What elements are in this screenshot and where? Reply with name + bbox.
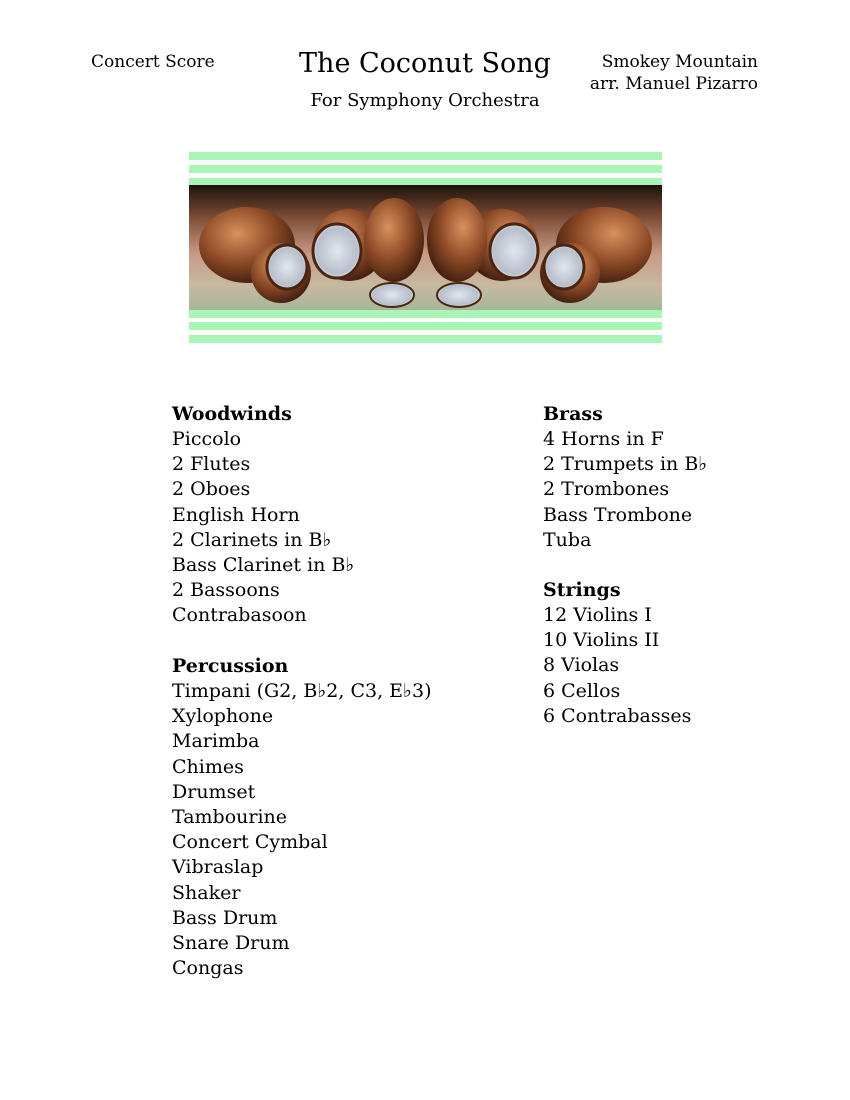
score-type-label: Concert Score [91,52,215,72]
coconuts-illustration [189,185,662,310]
instrument-item: Timpani (G2, B♭2, C3, E♭3) [172,680,432,702]
strings-heading: Strings [543,579,621,601]
instrument-item: Vibraslap [172,856,264,879]
banner-stripe-bottom-1 [189,310,662,318]
instrument-item: 6 Cellos [543,679,621,702]
instrument-item: Marimba [172,730,260,753]
percussion-section [172,654,432,981]
instrument-item: 4 Horns in F [543,428,664,450]
woodwinds-list [172,427,354,629]
instrument-item: 2 Flutes [172,453,251,476]
instrument-item: Concert Cymbal [172,831,328,854]
instrument-item: 2 Trumpets in B♭ [543,453,708,476]
banner-stripe-top-1 [189,152,662,160]
composer-credit: Smokey Mountain [601,52,758,72]
instrument-item: Shaker [172,881,241,904]
woodwinds-heading: Woodwinds [172,403,292,425]
instrument-item: Piccolo [172,428,242,450]
instrument-item: Bass Clarinet in B♭ [172,554,355,577]
instrument-item: Chimes [172,755,244,778]
instrument-item: 8 Violas [543,654,620,677]
brass-section [543,402,707,553]
instrument-item: 2 Oboes [172,478,251,501]
strings-list [543,603,691,729]
instrument-item: Bass Drum [172,906,278,929]
instrument-item: 12 Violins I [543,604,652,626]
instrument-item: Bass Trombone [543,503,693,526]
instrument-item: Xylophone [172,705,274,728]
instrument-item: 10 Violins II [543,629,660,652]
page-title: The Coconut Song [299,48,551,79]
instrument-item: Tuba [543,528,592,551]
instrument-item: 2 Clarinets in B♭ [172,528,332,551]
instrument-item: Contrabasoon [172,604,307,627]
banner-stripe-bottom-3 [189,335,662,343]
brass-heading: Brass [543,403,603,425]
title-banner [189,152,662,343]
instrument-item: 2 Bassoons [172,579,280,602]
instrument-item: Tambourine [172,806,288,829]
instrument-item: 6 Contrabasses [543,704,692,727]
instrument-item: Congas [172,957,244,980]
percussion-list [172,679,432,981]
strings-section [543,578,691,729]
instrument-item: 2 Trombones [543,478,670,501]
page-subtitle: For Symphony Orchestra [310,90,540,111]
woodwinds-section [172,402,354,629]
percussion-heading: Percussion [172,655,289,677]
instrument-item: English Horn [172,503,300,526]
banner-stripe-top-2 [189,165,662,173]
banner-stripe-bottom-2 [189,322,662,330]
instrument-item: Drumset [172,780,256,803]
arranger-credit: arr. Manuel Pizarro [589,74,758,94]
instrument-item: Snare Drum [172,932,290,955]
brass-list [543,427,707,553]
